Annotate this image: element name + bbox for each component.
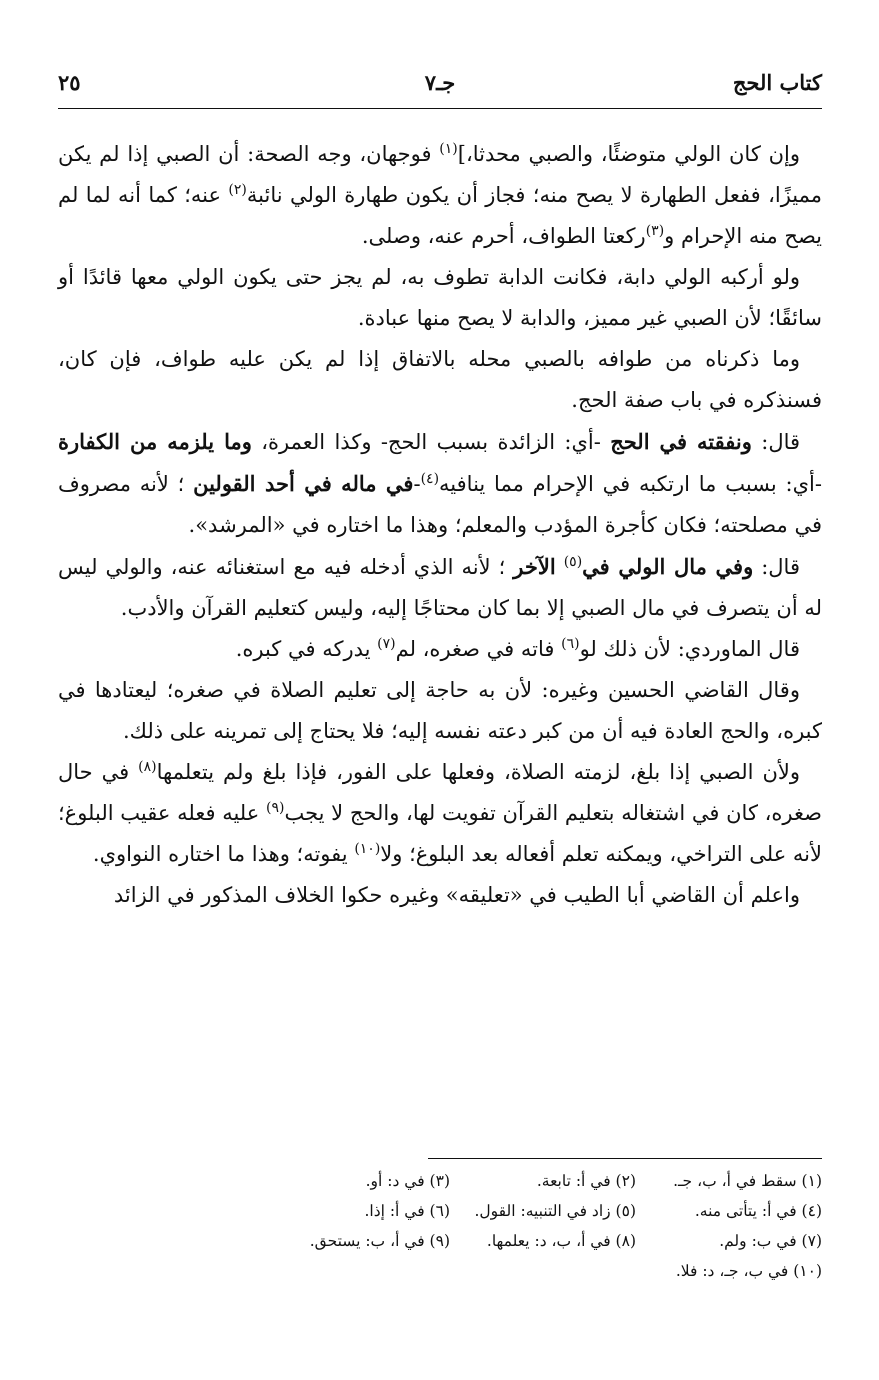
paragraph <box>58 546 822 629</box>
footnote-marker: (٤) <box>420 471 440 487</box>
footnote-rule <box>428 1158 822 1159</box>
footnote-marker: (٢) <box>228 182 247 198</box>
footnote: (٨) في أ، ب، د: يعلمها. <box>486 1232 636 1250</box>
footnote-marker: (٥) <box>563 554 583 570</box>
footnote-marker: (٦) <box>561 636 580 652</box>
text-run: ولو أركبه الولي دابة، فكانت الدابة تطوف به، لم يجز حتى يكون الولي معها قائدًا أو سائقًا؛ لأن الصبي غير مميز، والدابة لا يصح منها عبادة. <box>58 265 822 330</box>
text-run: -أي: بسبب ما ارتكبه في الإحرام مما ينافيه <box>439 472 822 496</box>
text-run: قال الماوردي: لأن ذلك لو <box>579 637 800 661</box>
paragraph <box>58 257 822 339</box>
footnote-row <box>58 1226 822 1256</box>
text-run: وإن كان الولي متوضئًا، والصبي محدثا،] <box>457 142 800 166</box>
text-run: ؛ لأنه مصروف في مصلحته؛ فكان كأجرة المؤدب والمعلم؛ وهذا ما اختاره في «المرشد». <box>58 472 822 537</box>
page <box>58 60 823 907</box>
bold-text: وما يلزمه من الكفارة <box>58 429 252 454</box>
text-run: وما ذكرناه من طوافه بالصبي محله بالاتفاق إذا لم يكن عليه طواف، فإن كان، فسنذكره في باب صفة الحج. <box>58 347 822 412</box>
footnote-row <box>58 1196 822 1226</box>
footnote-marker: (٧) <box>377 636 396 652</box>
paragraph <box>58 134 822 257</box>
text-run: عليه فعله عقيب البلوغ؛ لأنه على التراخي، ويمكنه تعلم أفعاله بعد البلوغ؛ ولا <box>58 801 822 866</box>
paragraph <box>58 670 822 752</box>
text-run: ولأن الصبي إذا بلغ، لزمته الصلاة، وفعلها على الفور، فإذا بلغ ولم يتعلمها <box>156 760 800 784</box>
footnote-marker: (٨) <box>138 759 157 775</box>
volume-label: جـ٧ <box>424 70 456 95</box>
footnote-marker: (٩) <box>265 800 285 816</box>
footnote: (٣) في د: أو. <box>365 1172 450 1190</box>
bold-text: الآخر <box>513 554 556 579</box>
paragraph <box>58 752 822 875</box>
footnote-row <box>58 1166 822 1196</box>
paragraph <box>58 875 822 916</box>
paragraph <box>58 421 822 546</box>
footnote: (٧) في ب: ولم. <box>719 1232 822 1250</box>
text-run: فوجهان، وجه الصحة: أن الصبي إذا لم يكن مميزًا، ففعل الطهارة لا يصح منه؛ فجاز أن يكون طهارة الولي نائبة <box>58 142 823 207</box>
paragraph <box>58 339 822 421</box>
page-header <box>58 60 822 104</box>
text-run: في حال صغره، كان في اشتغاله بتعليم القرآن تفويت لها، والحج لا يجب <box>58 760 822 825</box>
footnote-marker: (١٠) <box>354 841 381 857</box>
text-run: فاته في صغره، لم <box>395 637 562 661</box>
footnote: (١) سقط في أ، ب، جـ. <box>673 1172 822 1190</box>
bold-text: ونفقته في الحج <box>610 429 752 454</box>
footnote: (٤) في أ: يتأتى منه. <box>694 1202 822 1220</box>
footnote: (٩) في أ، ب: يستحق. <box>309 1232 450 1250</box>
main-text <box>58 134 822 916</box>
page-number: ٢٥ <box>58 70 81 95</box>
text-run: ؛ لأنه الذي أدخله فيه مع استغنائه عنه، والولي ليس له أن يتصرف في مال الصبي إلا بما كان محتاجًا إليه، وليس كتعليم القرآن والأدب. <box>58 555 822 620</box>
text-run: قال: <box>753 555 800 579</box>
footnote: (٦) في أ: إذا. <box>364 1202 450 1220</box>
text-run: -أي: الزائدة بسبب الحج- وكذا العمرة، <box>251 430 611 454</box>
header-rule <box>58 108 822 109</box>
text-run: واعلم أن القاضي أبا الطيب في «تعليقه» وغيره حكوا الخلاف المذكور في الزائد <box>113 883 800 907</box>
footnote-marker: (٣) <box>645 223 665 239</box>
text-run: - <box>413 472 421 496</box>
footnote: (٢) في أ: تابعة. <box>536 1172 636 1190</box>
footnotes <box>58 1166 822 1286</box>
text-run <box>556 555 564 579</box>
bold-text: في ماله في أحد القولين <box>193 471 414 496</box>
book-title: كتاب الحج <box>732 70 822 95</box>
text-run: ركعتا الطواف، أحرم عنه، وصلى. <box>361 224 646 248</box>
text-run: عنه؛ كما أنه لما لم يصح منه الإحرام و <box>58 183 822 248</box>
footnote: (١٠) في ب، جـ، د: فلا. <box>675 1262 822 1280</box>
paragraph <box>58 629 822 670</box>
bold-text: وفي مال الولي في <box>582 554 754 579</box>
text-run: يدركه في كبره. <box>235 637 378 661</box>
text-run: وقال القاضي الحسين وغيره: لأن به حاجة إلى تعليم الصلاة في صغره؛ ليعتادها في كبره، والحج العادة فيه أن من كبر دعته نفسه إليه؛ فلا يحتاج إلى تمرينه على ذلك. <box>58 678 822 743</box>
text-run: قال: <box>751 430 801 454</box>
text-run: يفوته؛ وهذا ما اختاره النواوي. <box>92 842 355 866</box>
footnote: (٥) زاد في التنبيه: القول. <box>474 1202 636 1220</box>
footnote-marker: (١) <box>439 141 458 157</box>
footnote-row <box>58 1256 822 1286</box>
